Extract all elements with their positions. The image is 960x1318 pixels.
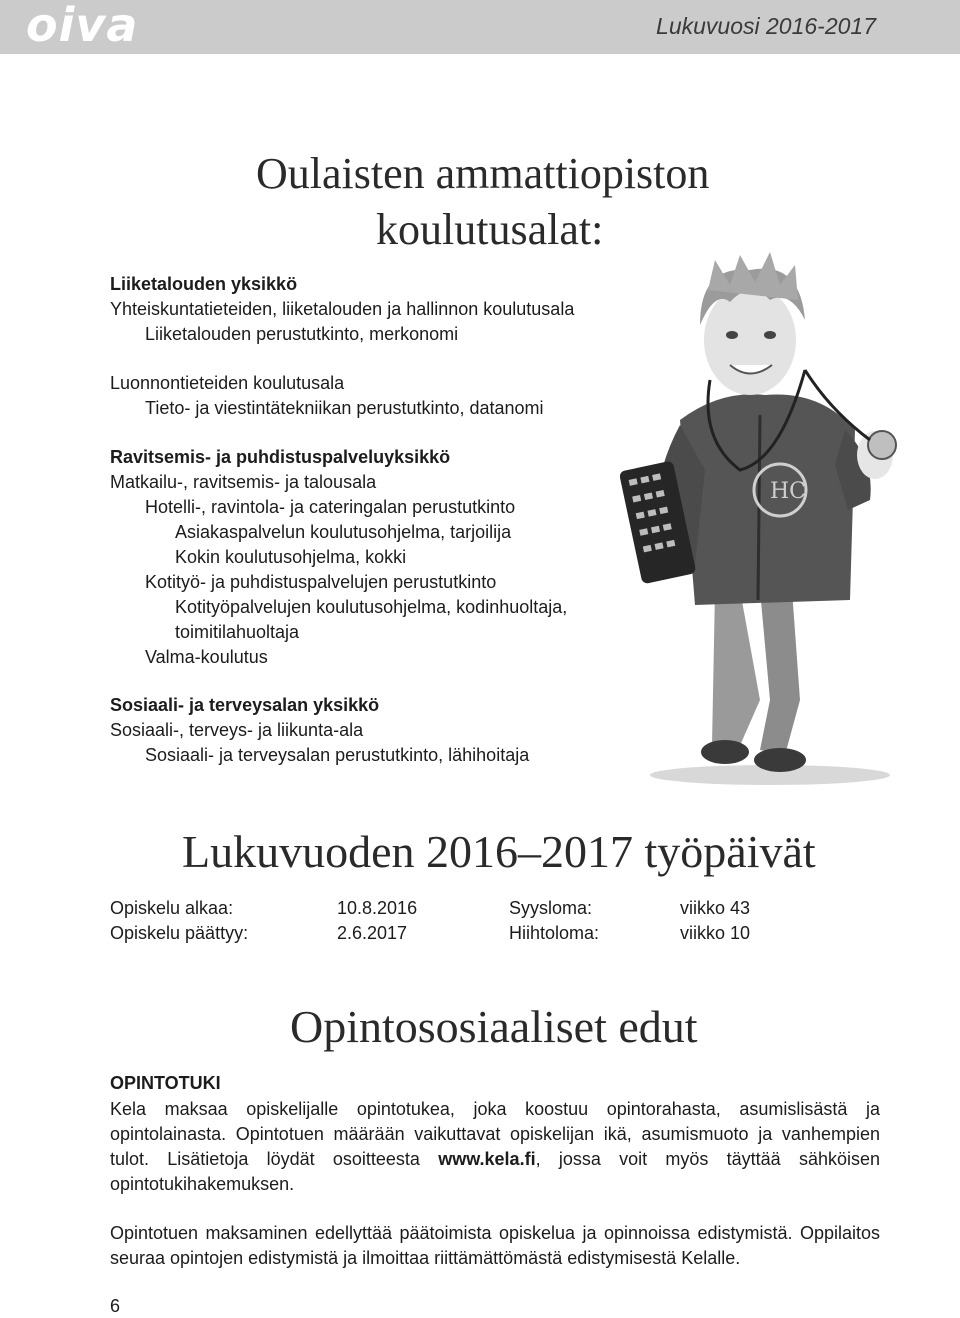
program: Kotityöpalvelujen koulutusohjelma, kodinhuoltaja,	[175, 597, 568, 617]
field-of-study: Yhteiskuntatieteiden, liiketalouden ja hallinnon koulutusala	[110, 299, 575, 319]
program: Asiakaspalvelun koulutusohjelma, tarjoilija	[175, 522, 512, 542]
program: Kokin koulutusohjelma, kokki	[175, 547, 407, 567]
unit-heading: Liiketalouden yksikkö	[110, 274, 298, 294]
study-start-label: Opiskelu alkaa:	[110, 898, 234, 918]
degree: Valma-koulutus	[145, 647, 268, 667]
unit-heading: Ravitsemis- ja puhdistuspalveluyksikkö	[110, 447, 451, 467]
ski-break-value: viikko 10	[680, 923, 751, 943]
benefits-subheading: OPINTOTUKI	[110, 1073, 221, 1093]
ski-break-label: Hiihtoloma:	[509, 923, 600, 943]
degree: Hotelli-, ravintola- ja cateringalan perustutkinto	[145, 497, 516, 517]
study-start-value: 10.8.2016	[337, 898, 418, 918]
study-end-label: Opiskelu päättyy:	[110, 923, 249, 943]
svg-text:HC: HC	[770, 479, 807, 504]
opintotuki-paragraph	[110, 1097, 880, 1197]
autumn-break-value: viikko 43	[680, 898, 751, 918]
page-title-line2: koulutusalat:	[376, 205, 604, 254]
benefits-title: Opintososiaaliset edut	[290, 1001, 698, 1052]
degree: Liiketalouden perustutkinto, merkonomi	[145, 324, 459, 344]
field-of-study: Matkailu-, ravitsemis- ja talousala	[110, 472, 377, 492]
page-title-line1: Oulaisten ammattiopiston	[256, 149, 710, 198]
degree: Kotityö- ja puhdistuspalvelujen perustutkinto	[145, 572, 497, 592]
oiva-logo: oiva	[26, 0, 139, 52]
unit-heading: Sosiaali- ja terveysalan yksikkö	[110, 695, 380, 715]
student-photo	[620, 230, 920, 790]
autumn-break-label: Syysloma:	[509, 898, 593, 918]
paragraph-text: , jossa voit myös täyttää sähköisen opintotukihakemuksen.	[110, 1149, 880, 1194]
paragraph-text: Kela maksaa opiskelijalle opintotukea, joka koostuu opintorahasta, asumislisästä ja opintolainasta. Opintotuen määrään vaikuttavat opiskelijan ikä, asumismuoto ja vanhempien tulot. Lisätietoja löydät osoitteesta	[110, 1099, 880, 1169]
degree: Sosiaali- ja terveysalan perustutkinto, lähihoitaja	[145, 745, 530, 765]
academic-year: Lukuvuosi 2016-2017	[656, 13, 876, 39]
field-of-study: Sosiaali-, terveys- ja liikunta-ala	[110, 720, 364, 740]
workdays-title: Lukuvuoden 2016–2017 työpäivät	[182, 826, 816, 877]
page-header	[0, 0, 960, 54]
degree: Tieto- ja viestintätekniikan perustutkinto, datanomi	[145, 398, 544, 418]
payment-condition-paragraph: Opintotuen maksaminen edellyttää päätoimista opiskelua ja opinnoissa edistymistä. Oppilaitos seuraa opintojen edistymistä ja ilmoittaa riittämättömästä edistymisestä Kelalle.	[110, 1223, 880, 1268]
page-number: 6	[110, 1296, 121, 1316]
program: toimitilahuoltaja	[175, 622, 300, 642]
study-end-value: 2.6.2017	[337, 923, 408, 943]
kela-link[interactable]: www.kela.fi	[438, 1149, 536, 1169]
field-of-study: Luonnontieteiden koulutusala	[110, 373, 345, 393]
